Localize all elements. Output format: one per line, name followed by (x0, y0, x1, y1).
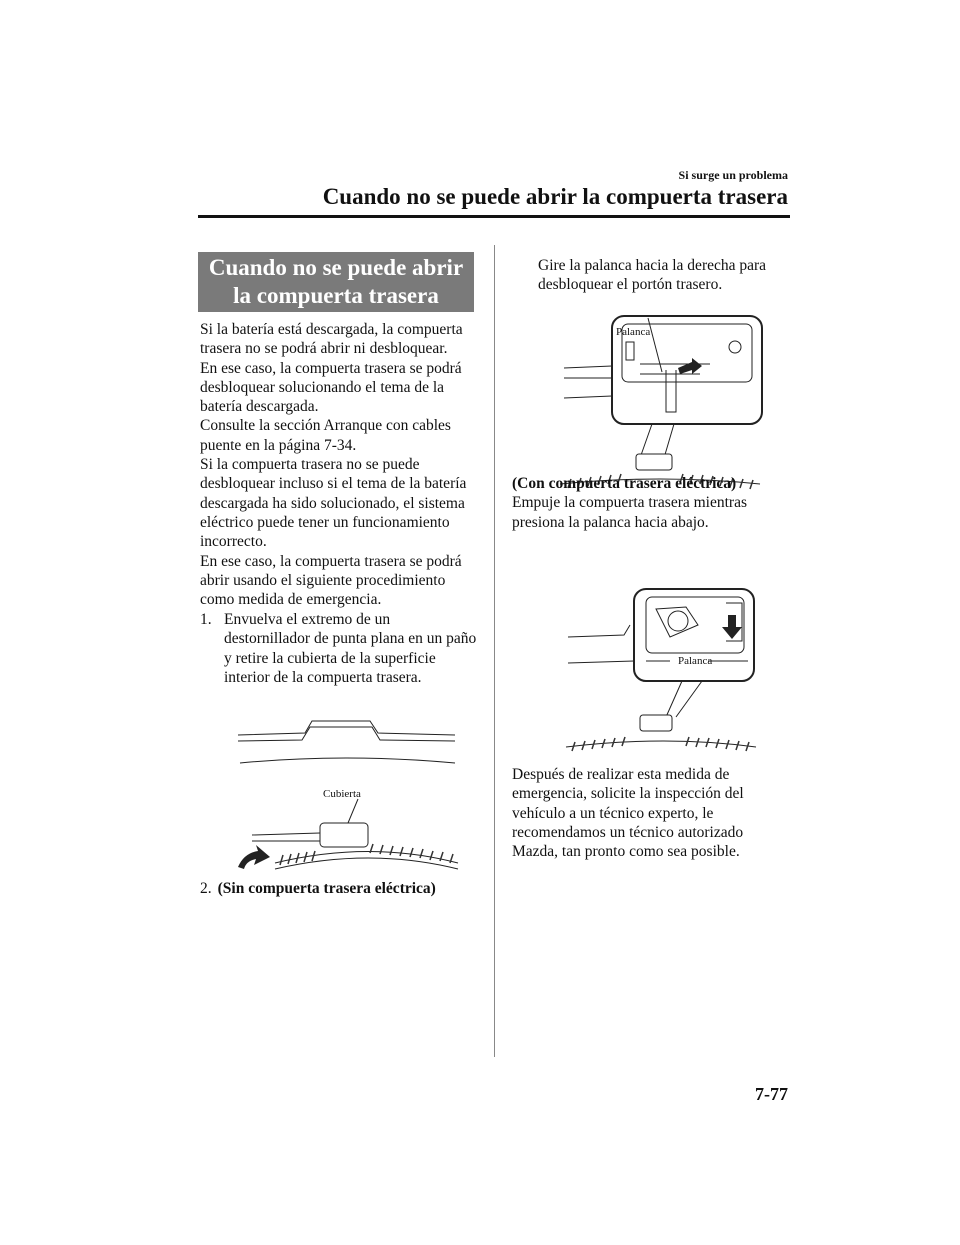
step-number: 2. (200, 880, 212, 897)
figure-lever-push (566, 585, 761, 760)
left-body (200, 320, 480, 609)
power-liftgate-section (512, 474, 792, 532)
figure-label-lever-2: Palanca (678, 655, 713, 667)
figure-label-cover: Cubierta (323, 788, 361, 800)
page-title: Cuando no se puede abrir la compuerta trasera (322, 184, 788, 209)
paragraph: En ese caso, la compuerta trasera se podrá abrir usando el siguiente procedimiento como medida de emergencia. (200, 552, 462, 609)
sub-heading: (Con compuerta trasera eléctrica) (512, 475, 737, 492)
step-heading: (Sin compuerta trasera eléctrica) (217, 880, 436, 897)
right-intro: Gire la palanca hacia la derecha para desbloquear el portón trasero. (538, 257, 767, 294)
column-divider (494, 245, 495, 1057)
figure-label-lever: Palanca (616, 326, 651, 338)
step-2 (200, 880, 436, 898)
banner-line-2: la compuerta trasera (233, 283, 439, 308)
sub-text: Empuje la compuerta trasera mientras presiona la palanca hacia abajo. (512, 494, 747, 531)
section-label: Si surge un problema (678, 168, 788, 182)
paragraph: Si la batería está descargada, la compuerta trasera no se podrá abrir ni desbloquear. (200, 321, 463, 358)
step-text: Envuelva el extremo de un destornillador de punta plana en un paño y retire la cubierta de la superficie interior de la compuerta trasera. (224, 611, 477, 686)
paragraph: En ese caso, la compuerta trasera se podrá desbloquear solucionando el tema de la batería descargada. (200, 359, 462, 416)
banner-line-1: Cuando no se puede abrir (208, 255, 464, 280)
section-banner (198, 252, 474, 312)
paragraph: Si la compuerta trasera no se puede desbloquear incluso si el tema de la batería descargada ha sido solucionado, el sistema eléctrico puede tener un funcionamiento incorrecto. (200, 456, 467, 551)
closing-paragraph: Después de realizar esta medida de emergencia, solicite la inspección del vehículo a un técnico experto, le recomendamos un técnico autorizado Mazda, tan pronto como sea posible. (512, 766, 744, 861)
page-number: 7-77 (755, 1084, 788, 1104)
paragraph: Consulte la sección Arranque con cables puente en la página 7-34. (200, 417, 451, 454)
header-rule (198, 215, 790, 218)
step-number: 1. (200, 611, 212, 628)
figure-lever-turn (560, 312, 770, 494)
step-1 (200, 610, 480, 687)
